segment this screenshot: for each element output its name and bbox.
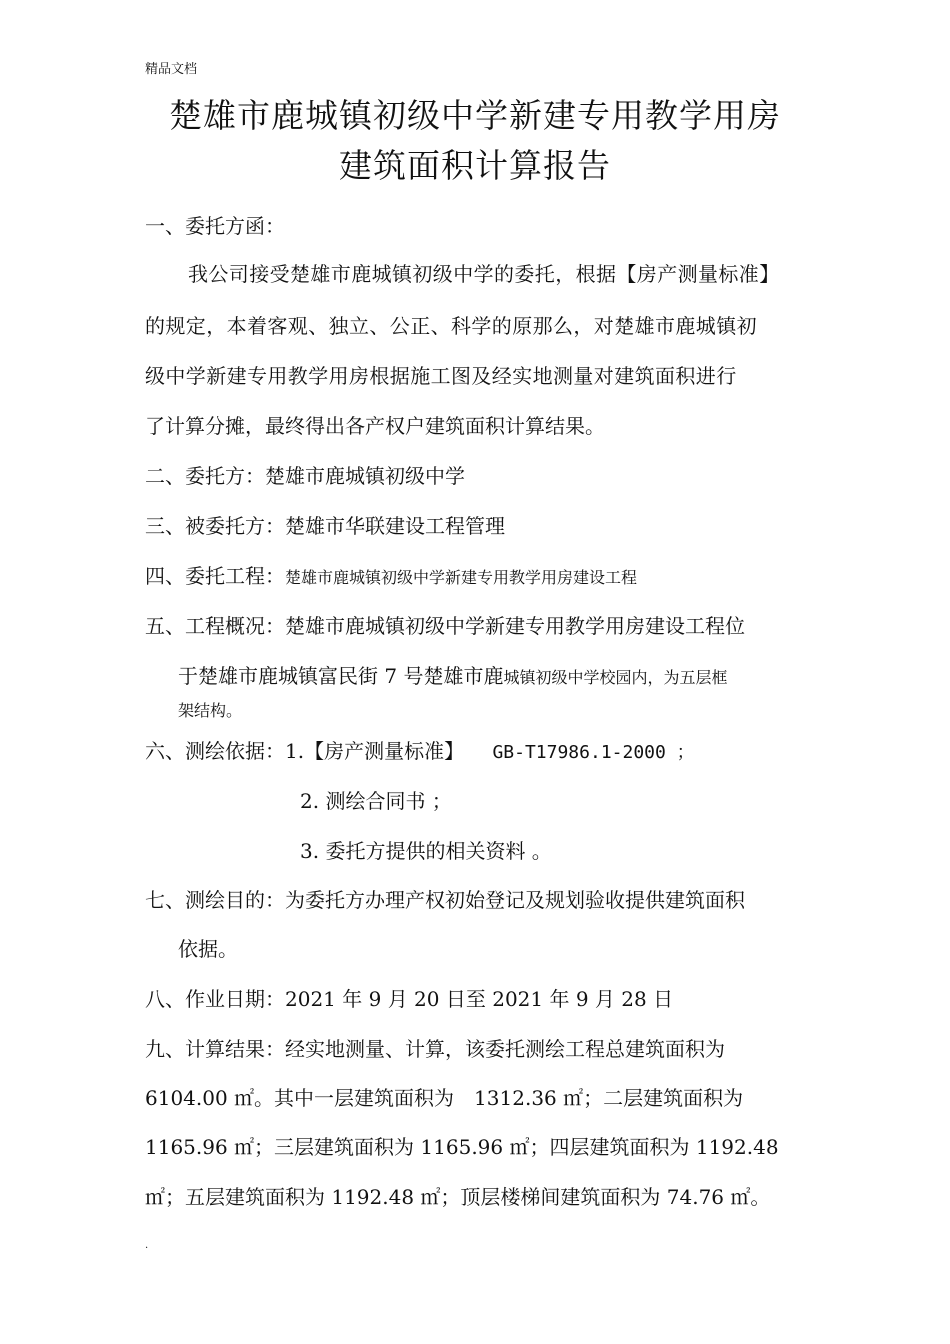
section-9-line-3: 1165.96 ㎡；三层建筑面积为 1165.96 ㎡；四层建筑面积为 1192.48 bbox=[145, 1135, 779, 1159]
section-2-client: 二、委托方：楚雄市鹿城镇初级中学 bbox=[145, 464, 465, 488]
section-3-contractor: 三、被委托方：楚雄市华联建设工程管理 bbox=[145, 514, 505, 538]
section-6-label: 六、测绘依据： bbox=[145, 739, 285, 763]
section-4-project bbox=[145, 560, 637, 589]
section-9-line-1: 九、计算结果：经实地测量、计算，该委托测绘工程总建筑面积为 bbox=[145, 1037, 725, 1061]
section-6-item-3: 3. 委托方提供的相关资料 。 bbox=[300, 839, 552, 863]
section-5-line-2 bbox=[178, 660, 727, 689]
section-6-basis bbox=[145, 735, 695, 764]
header-label: 精品文档 bbox=[145, 62, 198, 77]
section-1-paragraph-line-3: 级中学新建专用教学用房根据施工图及经实地测量对建筑面积进行 bbox=[145, 364, 737, 388]
section-9-line-2: 6104.00 ㎡。其中一层建筑面积为 1312.36 ㎡；二层建筑面积为 bbox=[145, 1086, 744, 1110]
section-7-line-1: 七、测绘目的：为委托方办理产权初始登记及规划验收提供建筑面积 bbox=[145, 888, 745, 912]
section-6-item-1: 1.【房产测量标准】 bbox=[285, 739, 465, 763]
section-1-paragraph-line-4: 了计算分摊，最终得出各产权户建筑面积计算结果。 bbox=[145, 414, 605, 438]
section-7-line-2: 依据。 bbox=[178, 937, 238, 961]
section-6-item-2: 2. 测绘合同书 ； bbox=[300, 789, 452, 813]
section-9-line-4: ㎡；五层建筑面积为 1192.48 ㎡；顶层楼梯间建筑面积为 74.76 ㎡。 bbox=[145, 1185, 771, 1209]
title-line-2: 建筑面积计算报告 bbox=[339, 146, 611, 185]
section-4-value: 楚雄市鹿城镇初级中学新建专用教学用房建设工程 bbox=[285, 568, 638, 587]
section-5-line-1: 五、工程概况：楚雄市鹿城镇初级中学新建专用教学用房建设工程位 bbox=[145, 614, 745, 638]
footer-dot: . bbox=[145, 1240, 149, 1251]
section-1-paragraph-line-1: 我公司接受楚雄市鹿城镇初级中学的委托，根据【房产测量标准】 bbox=[188, 262, 780, 286]
section-4-label: 四、委托工程： bbox=[145, 564, 285, 588]
section-1-paragraph-line-2: 的规定，本着客观、独立、公正、科学的原那么，对楚雄市鹿城镇初 bbox=[145, 314, 757, 338]
section-6-item-1-code: GB-T17986.1-2000 ； bbox=[492, 742, 695, 763]
section-5-line-3: 架结构。 bbox=[178, 701, 243, 720]
section-5-line-2b: 城镇初级中学校园内，为五层框 bbox=[503, 668, 728, 687]
section-5-line-2a: 于楚雄市鹿城镇富民街 7 号楚雄市鹿 bbox=[178, 664, 504, 688]
section-8-date: 八、作业日期：2021 年 9 月 20 日至 2021 年 9 月 28 日 bbox=[145, 987, 674, 1011]
section-1-heading: 一、委托方函： bbox=[145, 214, 285, 238]
title-line-1: 楚雄市鹿城镇初级中学新建专用教学用房 bbox=[169, 96, 781, 135]
